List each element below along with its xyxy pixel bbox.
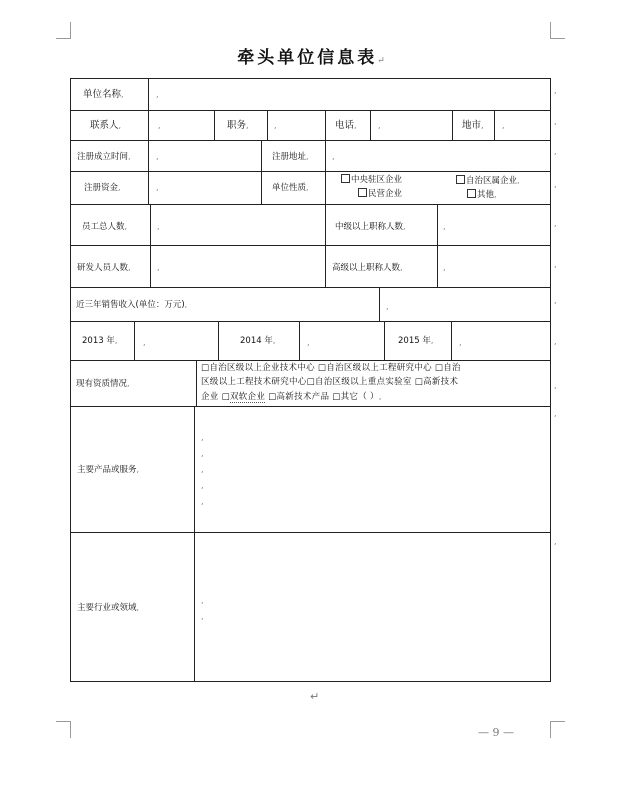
table-line <box>379 287 380 321</box>
row-end-mark: , <box>554 296 557 305</box>
position-field[interactable]: , <box>274 121 277 130</box>
table-line <box>70 78 71 681</box>
table-line <box>214 110 215 140</box>
table-line <box>452 110 453 140</box>
row-end-mark: , <box>554 86 557 95</box>
table-line <box>70 532 551 533</box>
sales-3y-field[interactable]: , <box>386 302 389 311</box>
table-line <box>148 110 149 140</box>
paragraph-mark: ↵ <box>377 56 385 66</box>
label-senior-title-count: 高级以上职称人数, <box>332 263 403 273</box>
table-line <box>70 321 551 322</box>
rd-staff-field[interactable]: , <box>157 263 160 272</box>
label-staff-total: 员工总人数, <box>82 222 128 232</box>
crop-mark-bottom-right-v <box>550 721 551 738</box>
table-line <box>384 321 385 360</box>
label-reg-address: 注册地址, <box>272 152 309 162</box>
page-number: — 9 — <box>478 726 514 739</box>
row-end-mark: , <box>554 537 557 546</box>
text-line: , <box>201 465 204 474</box>
year-2013-field[interactable]: , <box>143 338 146 347</box>
row-end-mark: , <box>554 381 557 390</box>
label-qualification: 现有资质情况, <box>76 379 130 389</box>
page-title-text: 牵头单位信息表 <box>237 48 378 68</box>
table-line <box>148 78 149 110</box>
label-mid-title-count: 中级以上职称人数, <box>335 222 406 232</box>
label-city: 地市, <box>462 120 484 131</box>
table-line <box>218 321 219 360</box>
label-industry: 主要行业或领域, <box>77 603 140 613</box>
table-line <box>299 321 300 360</box>
table-line <box>261 171 262 204</box>
products-field[interactable] <box>201 430 204 510</box>
checkbox[interactable] <box>358 188 367 197</box>
label-reg-date: 注册成立时间, <box>77 152 131 162</box>
crop-mark-top-right-v <box>550 22 551 39</box>
label-reg-capital: 注册资金, <box>84 183 121 193</box>
mid-title-count-field[interactable]: , <box>443 222 446 231</box>
nature-option-regional[interactable]: 自治区属企业, <box>456 174 520 188</box>
label-sales-3y: 近三年销售收入(单位：万元), <box>76 300 188 310</box>
table-line <box>70 171 551 172</box>
table-line <box>267 110 268 140</box>
page-title <box>0 43 622 68</box>
table-line <box>148 140 149 171</box>
crop-mark-top-right-h <box>550 38 565 39</box>
table-line <box>148 171 149 204</box>
city-field[interactable]: , <box>502 121 505 130</box>
text-line: , <box>201 449 204 458</box>
label-products: 主要产品或服务, <box>77 465 140 475</box>
table-line <box>451 321 452 360</box>
text-line: , <box>201 596 204 605</box>
label-position: 职务, <box>227 120 249 131</box>
crop-mark-bottom-right-h <box>550 721 565 722</box>
table-line <box>150 204 151 287</box>
crop-mark-bottom-left-h <box>56 721 71 722</box>
crop-mark-top-left-h <box>56 38 71 39</box>
table-line <box>261 140 262 171</box>
table-line <box>70 140 551 141</box>
year-2013-label: 2013 年, <box>82 336 118 346</box>
year-2015-label: 2015 年, <box>398 336 434 346</box>
table-line <box>70 681 551 682</box>
checkbox[interactable] <box>341 174 350 183</box>
text-line: , <box>201 433 204 442</box>
table-line <box>325 140 326 171</box>
staff-total-field[interactable]: , <box>157 222 160 231</box>
reg-address-field[interactable]: , <box>332 152 335 161</box>
crop-mark-top-left-v <box>70 22 71 39</box>
label-phone: 电话, <box>335 120 357 131</box>
table-line <box>325 171 326 204</box>
qualification-options-line3[interactable]: 企业 □双软企业 □高新技术产品 □其它（ ）, <box>201 392 382 402</box>
label-unit-name: 单位名称, <box>83 89 124 100</box>
table-line <box>325 204 326 287</box>
table-line <box>370 110 371 140</box>
table-line <box>194 406 195 681</box>
table-line <box>70 360 551 361</box>
table-line <box>70 287 551 288</box>
label-rd-staff: 研发人员人数, <box>77 263 131 273</box>
table-line <box>325 110 326 140</box>
table-line <box>134 321 135 360</box>
reg-date-field[interactable]: , <box>156 152 159 161</box>
row-end-mark: , <box>554 337 557 346</box>
qualification-options-line2[interactable]: 区级以上工程技术研究中心□自治区级以上重点实验室 □高新技术 <box>201 377 459 387</box>
table-line <box>70 78 551 79</box>
table-line <box>70 204 551 205</box>
table-line <box>70 110 551 111</box>
paragraph-mark-below-table: ↵ <box>310 690 320 703</box>
crop-mark-bottom-left-v <box>70 721 71 738</box>
nature-option-private[interactable]: 民营企业 <box>358 188 402 201</box>
nature-option-central[interactable]: 中央驻区企业 <box>341 174 402 187</box>
industry-field[interactable] <box>201 593 204 625</box>
row-end-mark: , <box>554 117 557 126</box>
row-end-mark: , <box>554 260 557 269</box>
label-unit-nature: 单位性质, <box>272 183 309 193</box>
contact-field[interactable]: , <box>158 121 161 130</box>
qualification-options-line1[interactable]: □自治区级以上企业技术中心 □自治区级以上工程研究中心 □自治 <box>201 363 461 373</box>
info-table <box>70 78 551 681</box>
row-end-mark: , <box>554 409 557 418</box>
row-end-mark: , <box>554 180 557 189</box>
text-line: , <box>201 497 204 506</box>
checkbox[interactable] <box>467 189 476 198</box>
senior-title-count-field[interactable]: , <box>443 263 446 272</box>
unit-name-field[interactable]: , <box>156 90 159 99</box>
row-end-mark: , <box>554 147 557 156</box>
text-line: , <box>201 481 204 490</box>
year-2014-field[interactable]: , <box>307 338 310 347</box>
nature-option-other[interactable]: 其他, <box>467 188 497 202</box>
table-line <box>550 78 551 681</box>
row-end-mark: , <box>554 219 557 228</box>
table-line <box>196 360 197 406</box>
table-line <box>437 204 438 287</box>
year-2015-field[interactable]: , <box>459 338 462 347</box>
table-line <box>494 110 495 140</box>
phone-field[interactable]: , <box>378 121 381 130</box>
checkbox[interactable] <box>456 175 465 184</box>
label-contact: 联系人, <box>90 120 122 131</box>
table-line <box>70 406 551 407</box>
reg-capital-field[interactable]: , <box>156 183 159 192</box>
table-line <box>70 245 551 246</box>
year-2014-label: 2014 年, <box>240 336 276 346</box>
text-line: , <box>201 612 204 621</box>
